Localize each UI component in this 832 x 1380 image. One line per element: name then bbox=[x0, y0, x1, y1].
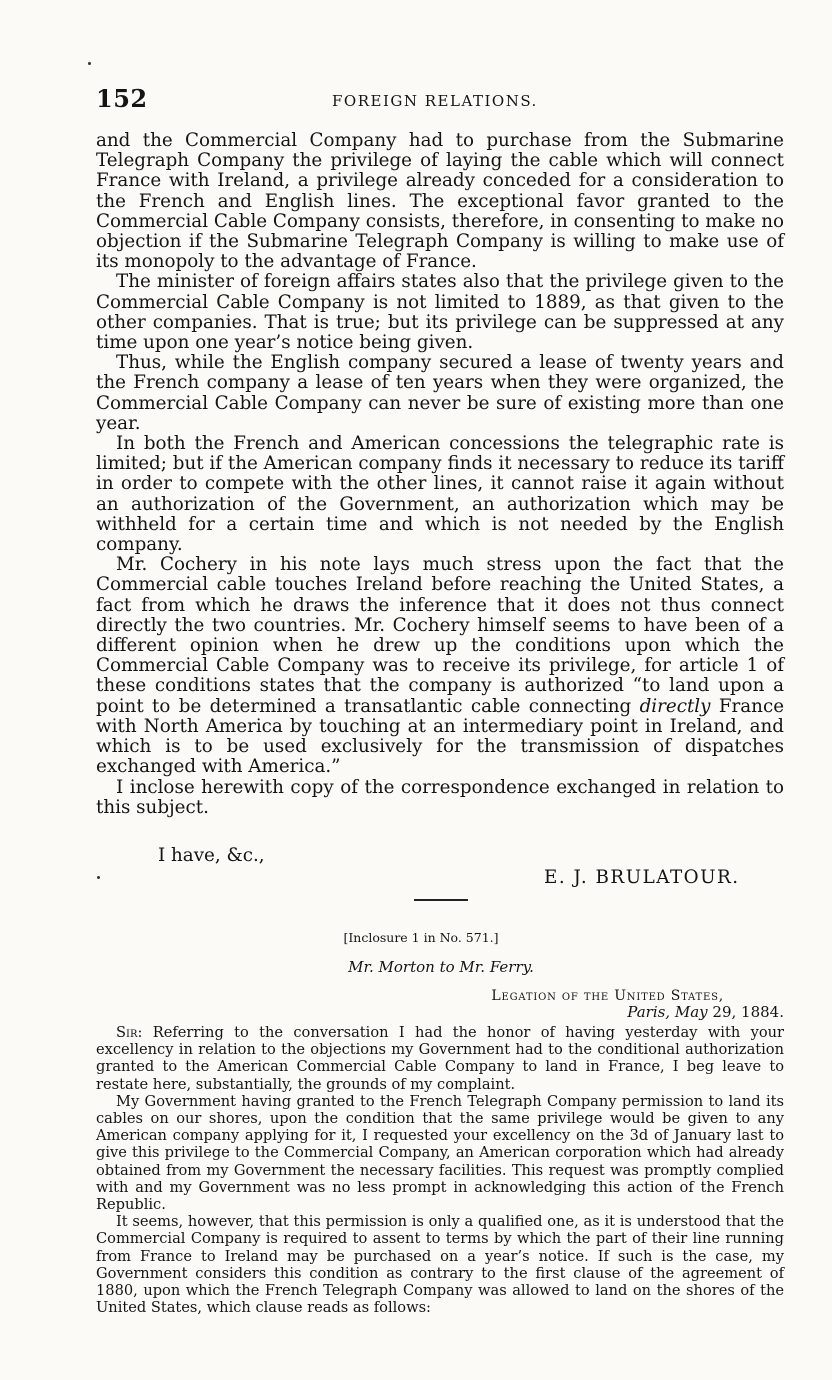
paragraph: The minister of foreign affairs states also that the privilege given to the Commercial Cable Company is not limited to 1889, as that given to the other companies. That is true; but its privilege can be suppressed at any time upon one year’s notice being given. bbox=[96, 271, 784, 354]
section-divider bbox=[414, 899, 468, 901]
paragraph: I inclose herewith copy of the correspondence exchanged in relation to this subject. bbox=[96, 776, 784, 818]
letter-title: Mr. Morton to Mr. Ferry. bbox=[348, 958, 534, 976]
inclosure-label: [Inclosure 1 in No. 571.] bbox=[343, 930, 499, 945]
emphasis-directly: directly bbox=[639, 695, 711, 717]
page-header bbox=[96, 84, 784, 114]
paragraph bbox=[96, 1024, 784, 1093]
signature: E. J. BRULATOUR. bbox=[544, 867, 740, 888]
letter-salutation: Sir: bbox=[116, 1024, 143, 1041]
main-text bbox=[96, 131, 784, 818]
dateline-place: Paris, bbox=[627, 1003, 671, 1021]
paragraph-text: Mr. Cochery in his note lays much stress upon the fact that the Commercial cable touches Ireland before reaching the United States, a fact from which he draws the inference that it does not thus connect directly the two countries. Mr. Cochery himself seems to have been of a different opinion when he drew up the conditions upon which the Commercial Cable Company was to receive its privilege, for article 1 of these conditions states that the company is authorized “to land upon a point to be determined a transatlantic cable connecting bbox=[96, 554, 784, 717]
running-head: FOREIGN RELATIONS. bbox=[332, 92, 538, 110]
dateline bbox=[627, 1003, 784, 1021]
paragraph: Thus, while the English company secured a lease of twenty years and the French company a lease of ten years when they were organized, the Commercial Cable Company can never be sure of existing more than one year. bbox=[96, 352, 784, 434]
paragraph-text: France with North America by touching at an intermediary point in Ireland, and which is to be used exclusively for the transmission of dispatches exchanged with America.” bbox=[96, 695, 785, 778]
paragraph: and the Commercial Company had to purchase from the Submarine Telegraph Company the privilege of laying the cable which will connect France with Ireland, a privilege already conceded for a consideration to the French and English lines. The exceptional favor granted to the Commercial Cable Company consists, therefore, in consenting to make no objection if the Submarine Telegraph Company is willing to make use of its monopoly to the advantage of France. bbox=[96, 130, 784, 273]
dateline-month: May bbox=[674, 1003, 708, 1021]
paragraph: It seems, however, that this permission is only a qualified one, as it is understood that the Commercial Company is required to assent to terms by which the part of their line running from France to Ireland may be purchased on a year’s notice. If such is the case, my Government considers this condition as contrary to the first clause of the agreement of 1880, upon which the French Telegraph Company was allowed to land on the shores of the United States, which clause reads as follows: bbox=[96, 1213, 784, 1317]
ink-speck bbox=[88, 62, 91, 65]
paragraph: In both the French and American concessions the telegraphic rate is limited; but if the American company finds it necessary to reduce its tariff in order to compete with the other lines, it cannot raise it again without an authorization of the Government, an authorization which may be withheld for a certain time and which is not needed by the English company. bbox=[96, 433, 784, 556]
letter-text bbox=[96, 1024, 784, 1316]
closing-salutation: I have, &c., bbox=[158, 845, 265, 866]
ink-speck bbox=[97, 876, 100, 879]
paragraph: My Government having granted to the French Telegraph Company permission to land its cables on our shores, upon the condition that the same privilege would be given to any American company applying for it, I requested your excellency on the 3d of January last to give this privilege to the Commercial Company, an American corporation which had already obtained from my Government the necessary facilities. This request was promptly complied with and my Government was no less prompt in acknowledging this action of the French Republic. bbox=[96, 1092, 784, 1214]
paragraph bbox=[96, 555, 784, 777]
page-number: 152 bbox=[96, 84, 148, 113]
dateline-day-year: 29, 1884. bbox=[712, 1003, 784, 1021]
paragraph-text: Referring to the conversation I had the honor of having yesterday with your excellency in relation to the objections my Government had to the conditional authorization granted to the American Commercial Cable Company to land in France, I beg leave to restate here, substantially, the grounds of my complaint. bbox=[96, 1024, 784, 1093]
legation-heading: Legation of the United States, bbox=[491, 988, 724, 1004]
